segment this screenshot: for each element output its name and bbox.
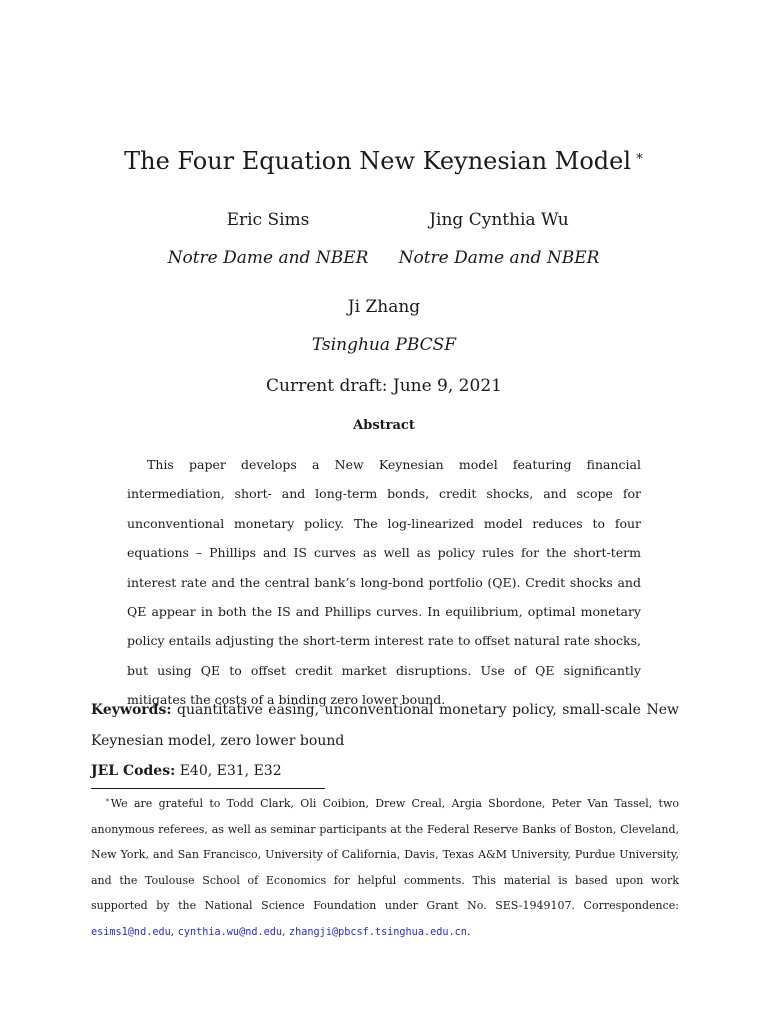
author-name: Eric Sims	[226, 210, 310, 230]
email-link-zhang[interactable]: zhangji@pbcsf.tsinghua.edu.cn	[289, 926, 467, 938]
keywords-label: Keywords:	[91, 702, 172, 718]
email-separator: ,	[282, 924, 290, 938]
title-footnote-mark: ∗	[635, 149, 644, 164]
email-separator: ,	[170, 924, 178, 938]
jel-codes-line	[91, 758, 282, 784]
title-text: The Four Equation New Keynesian Model	[124, 147, 632, 175]
keywords-text: quantitative easing, unconventional monetary policy, small-scale New Keynesian model, zero lower bound	[91, 702, 679, 749]
author-block-2	[389, 207, 609, 271]
footnote-mark: ∗	[105, 796, 110, 804]
jel-label: JEL Codes:	[91, 763, 176, 779]
draft-date: Current draft: June 9, 2021	[266, 376, 502, 396]
abstract-heading: Abstract	[353, 418, 415, 433]
footnote-end: .	[466, 924, 471, 938]
email-link-wu[interactable]: cynthia.wu@nd.edu	[177, 926, 283, 938]
author-name: Ji Zhang	[347, 297, 421, 317]
author-block-1	[158, 207, 378, 271]
jel-text: E40, E31, E32	[179, 763, 282, 779]
email-link-sims[interactable]: esims1@nd.edu	[91, 926, 171, 938]
author-affiliation: Tsinghua PBCSF	[311, 335, 457, 355]
author-affiliation: Notre Dame and NBER	[398, 248, 600, 268]
author-affiliation: Notre Dame and NBER	[167, 248, 369, 268]
footnote	[91, 788, 679, 945]
abstract-text: This paper develops a New Keynesian model featuring financial intermediation, short- and long-term bonds, credit shocks, and scope for unconventional monetary policy. The log-linearized model reduces to four equations – Phillips and IS curves as well as policy rules for the short-term interest rate and the central bank’s long-bond portfolio (QE). Credit shocks and QE appear in both the IS and Phillips curves. In equilibrium, optimal monetary policy entails adjusting the short-term interest rate to offset natural rate shocks, but using QE to offset credit market disruptions. Use of QE significantly mitigates the costs of a binding zero lower bound.	[127, 457, 641, 708]
author-block-3	[274, 294, 494, 358]
paper-title	[0, 141, 768, 177]
author-name: Jing Cynthia Wu	[429, 210, 569, 230]
keywords-line	[91, 695, 679, 757]
footnote-text: We are grateful to Todd Clark, Oli Coibion, Drew Creal, Argia Sbordone, Peter Van Tassel, two anonymous referees, as well as seminar participants at the Federal Reserve Banks of Boston, Cleveland, New York, and San Francisco, University of California, Davis, Texas A&M University, Purdue University, and the Toulouse School of Economics for helpful comments. This material is based upon work supported by the National Science Foundation under Grant No. SES-1949107. Correspondence:	[91, 797, 679, 912]
